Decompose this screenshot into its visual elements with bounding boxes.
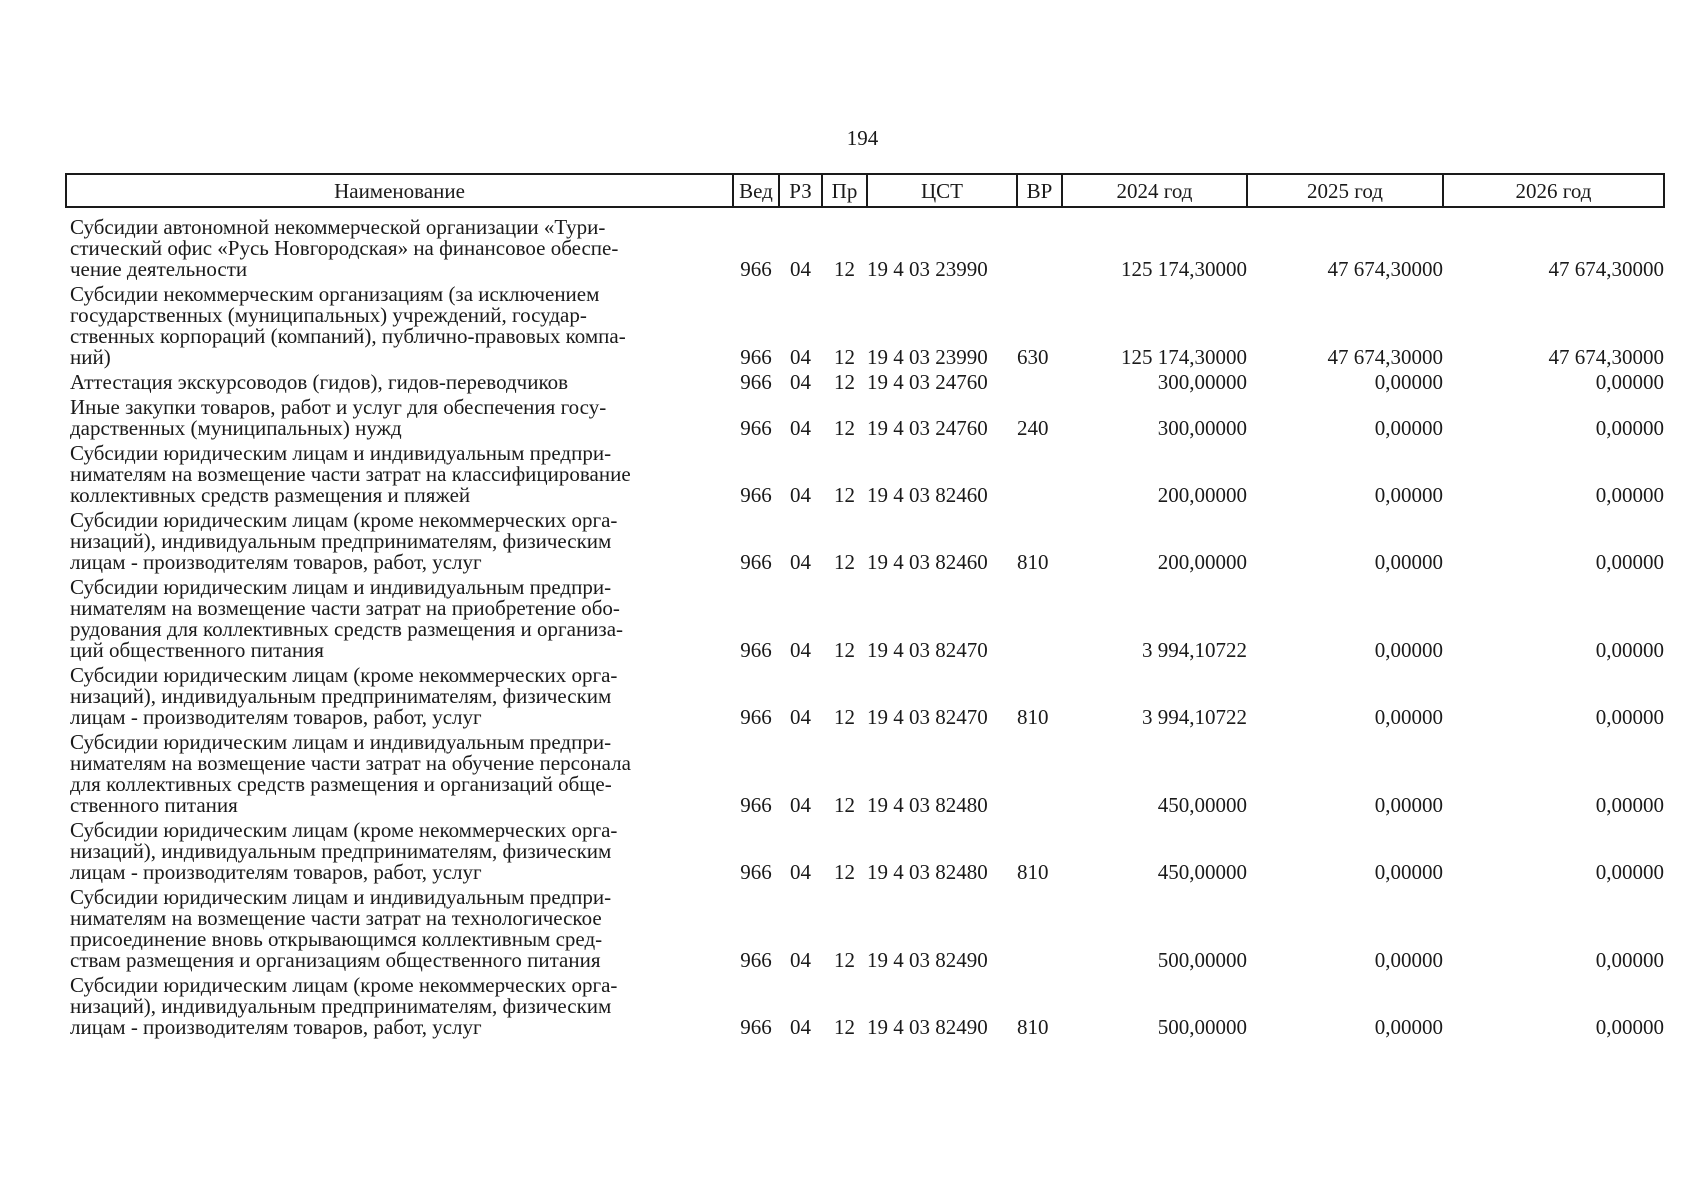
cell-ved: 966 <box>740 1015 772 1039</box>
table-row <box>66 508 1664 575</box>
cell-2024: 500,00000 <box>1157 948 1247 972</box>
cell-pr: 12 <box>834 550 855 574</box>
cell-pr: 12 <box>834 860 855 884</box>
cell-2026: 0,00000 <box>1595 948 1664 972</box>
cell-ved: 966 <box>740 370 772 394</box>
cell-2024: 300,00000 <box>1157 370 1247 394</box>
cell-cst: 19 4 03 82460 <box>867 483 988 507</box>
header-2024: 2024 год <box>1062 174 1247 207</box>
cell-ved: 966 <box>740 860 772 884</box>
page-number: 194 <box>846 126 879 150</box>
cell-cst: 19 4 03 82480 <box>867 860 988 884</box>
name-line: низаций), индивидуальным предпринимателям, физическим <box>70 839 612 863</box>
cell-name <box>66 973 733 1040</box>
cell-2026: 0,00000 <box>1595 550 1664 574</box>
cell-name <box>66 818 733 885</box>
name-line: дарственных (муниципальных) нужд <box>70 416 402 440</box>
table-row <box>66 663 1664 730</box>
name-line: ственного питания <box>70 793 238 817</box>
cell-vr: 810 <box>1017 1015 1049 1039</box>
name-line: государственных (муниципальных) учреждений, государ- <box>70 303 587 327</box>
cell-cst: 19 4 03 82490 <box>867 1015 988 1039</box>
cell-cst: 19 4 03 82460 <box>867 550 988 574</box>
name-line: низаций), индивидуальным предпринимателям, физическим <box>70 684 612 708</box>
cell-2026: 0,00000 <box>1595 1015 1664 1039</box>
cell-2024: 300,00000 <box>1157 416 1247 440</box>
cell-2025: 47 674,30000 <box>1327 257 1443 281</box>
cell-cst: 19 4 03 82470 <box>867 638 988 662</box>
cell-pr: 12 <box>834 638 855 662</box>
cell-pr: 12 <box>834 416 855 440</box>
table-row <box>66 818 1664 885</box>
cell-pr: 12 <box>834 1015 855 1039</box>
name-line: коллективных средств размещения и пляжей <box>70 483 471 507</box>
cell-rz: 04 <box>790 345 811 369</box>
cell-2026: 0,00000 <box>1595 416 1664 440</box>
header-name: Наименование <box>66 174 733 207</box>
cell-cst: 19 4 03 24760 <box>867 370 988 394</box>
cell-2024: 3 994,10722 <box>1142 705 1247 729</box>
cell-2026: 0,00000 <box>1595 483 1664 507</box>
cell-rz: 04 <box>790 483 811 507</box>
cell-vr <box>1017 885 1062 973</box>
cell-2026: 0,00000 <box>1595 793 1664 817</box>
name-line: нимателям на возмещение части затрат на обучение персонала <box>70 751 631 775</box>
header-cst: ЦСТ <box>867 174 1017 207</box>
cell-2024: 200,00000 <box>1157 483 1247 507</box>
header-rz: РЗ <box>779 174 822 207</box>
cell-name <box>66 730 733 818</box>
cell-2025: 0,00000 <box>1374 1015 1443 1039</box>
table-row <box>66 973 1664 1040</box>
cell-pr: 12 <box>834 257 855 281</box>
table-row <box>66 207 1664 282</box>
cell-vr <box>1017 207 1062 282</box>
cell-2024: 450,00000 <box>1157 793 1247 817</box>
cell-2026: 0,00000 <box>1595 860 1664 884</box>
name-line: низаций), индивидуальным предпринимателям, физическим <box>70 529 612 553</box>
cell-name <box>66 663 733 730</box>
name-line: чение деятельности <box>70 257 248 281</box>
name-line: Субсидии юридическим лицам (кроме некоммерческих орга- <box>70 508 618 532</box>
name-line: Субсидии юридическим лицам и индивидуальным предпри- <box>70 441 612 465</box>
cell-vr: 810 <box>1017 860 1049 884</box>
name-line: Субсидии юридическим лицам и индивидуальным предпри- <box>70 575 612 599</box>
cell-ved: 966 <box>740 483 772 507</box>
name-line: нимателям на возмещение части затрат на приобретение обо- <box>70 596 620 620</box>
cell-2024: 125 174,30000 <box>1121 345 1247 369</box>
cell-2026: 0,00000 <box>1595 370 1664 394</box>
cell-rz: 04 <box>790 550 811 574</box>
cell-2025: 47 674,30000 <box>1327 345 1443 369</box>
cell-2025: 0,00000 <box>1374 483 1443 507</box>
cell-2026: 0,00000 <box>1595 638 1664 662</box>
cell-name <box>66 207 733 282</box>
cell-name <box>66 575 733 663</box>
cell-pr: 12 <box>834 793 855 817</box>
cell-pr: 12 <box>834 705 855 729</box>
cell-name <box>66 508 733 575</box>
name-line: Иные закупки товаров, работ и услуг для обеспечения госу- <box>70 395 607 419</box>
name-line: лицам - производителям товаров, работ, услуг <box>70 1015 482 1039</box>
header-ved: Вед <box>733 174 779 207</box>
cell-rz: 04 <box>790 705 811 729</box>
name-line: лицам - производителям товаров, работ, услуг <box>70 705 482 729</box>
cell-2024: 500,00000 <box>1157 1015 1247 1039</box>
cell-2024: 125 174,30000 <box>1121 257 1247 281</box>
cell-cst: 19 4 03 24760 <box>867 416 988 440</box>
name-line: Субсидии юридическим лицам и индивидуальным предпри- <box>70 730 612 754</box>
header-2025: 2025 год <box>1247 174 1443 207</box>
table-row <box>66 575 1664 663</box>
cell-rz: 04 <box>790 257 811 281</box>
cell-2025: 0,00000 <box>1374 370 1443 394</box>
name-line: низаций), индивидуальным предпринимателям, физическим <box>70 994 612 1018</box>
cell-2025: 0,00000 <box>1374 793 1443 817</box>
table-body <box>66 207 1664 1040</box>
cell-ved: 966 <box>740 948 772 972</box>
cell-cst: 19 4 03 23990 <box>867 345 988 369</box>
cell-2024: 450,00000 <box>1157 860 1247 884</box>
cell-2026: 47 674,30000 <box>1548 345 1664 369</box>
cell-vr: 810 <box>1017 550 1049 574</box>
cell-rz: 04 <box>790 370 811 394</box>
cell-rz: 04 <box>790 416 811 440</box>
cell-rz: 04 <box>790 1015 811 1039</box>
cell-ved: 966 <box>740 257 772 281</box>
cell-2026: 0,00000 <box>1595 705 1664 729</box>
header-row <box>66 174 1664 207</box>
cell-ved: 966 <box>740 416 772 440</box>
cell-vr <box>1017 441 1062 508</box>
name-line: Аттестация экскурсоводов (гидов), гидов-переводчиков <box>70 370 569 394</box>
cell-name <box>66 395 733 441</box>
name-line: для коллективных средств размещения и организаций обще- <box>70 772 612 796</box>
name-line: Субсидии юридическим лицам (кроме некоммерческих орга- <box>70 973 618 997</box>
name-line: ций общественного питания <box>70 638 324 662</box>
cell-2025: 0,00000 <box>1374 948 1443 972</box>
cell-ved: 966 <box>740 345 772 369</box>
header-vr: ВР <box>1017 174 1062 207</box>
name-line: рудования для коллективных средств размещения и организа- <box>70 617 624 641</box>
cell-name <box>66 885 733 973</box>
name-line: нимателям на возмещение части затрат на классифицирование <box>70 462 631 486</box>
name-line: Субсидии юридическим лицам (кроме некоммерческих орга- <box>70 818 618 842</box>
table-row <box>66 441 1664 508</box>
table-header <box>66 174 1664 207</box>
cell-2026: 47 674,30000 <box>1548 257 1664 281</box>
name-line: Субсидии юридическим лицам (кроме некоммерческих орга- <box>70 663 618 687</box>
cell-vr: 810 <box>1017 705 1049 729</box>
cell-name <box>66 441 733 508</box>
cell-name <box>66 282 733 370</box>
name-line: Субсидии юридическим лицам и индивидуальным предпри- <box>70 885 612 909</box>
cell-vr <box>1017 370 1062 395</box>
name-line: присоединение вновь открывающимся коллективным сред- <box>70 927 603 951</box>
cell-vr <box>1017 730 1062 818</box>
cell-pr: 12 <box>834 345 855 369</box>
cell-pr: 12 <box>834 370 855 394</box>
cell-rz: 04 <box>790 638 811 662</box>
name-line: нимателям на возмещение части затрат на технологическое <box>70 906 602 930</box>
cell-vr <box>1017 575 1062 663</box>
cell-ved: 966 <box>740 550 772 574</box>
cell-name <box>66 370 733 395</box>
cell-cst: 19 4 03 82480 <box>867 793 988 817</box>
header-2026: 2026 год <box>1443 174 1664 207</box>
cell-ved: 966 <box>740 638 772 662</box>
cell-2024: 3 994,10722 <box>1142 638 1247 662</box>
cell-cst: 19 4 03 82490 <box>867 948 988 972</box>
name-line: стический офис «Русь Новгородская» на финансовое обеспе- <box>70 236 619 260</box>
cell-ved: 966 <box>740 705 772 729</box>
name-line: ственных корпораций (компаний), публично-правовых компа- <box>70 324 626 348</box>
name-line: ний) <box>70 345 111 369</box>
table-row <box>66 395 1664 441</box>
table-row <box>66 370 1664 395</box>
table-row <box>66 885 1664 973</box>
cell-2025: 0,00000 <box>1374 638 1443 662</box>
cell-rz: 04 <box>790 948 811 972</box>
name-line: Субсидии некоммерческим организациям (за исключением <box>70 282 600 306</box>
cell-cst: 19 4 03 82470 <box>867 705 988 729</box>
cell-2025: 0,00000 <box>1374 550 1443 574</box>
cell-ved: 966 <box>740 793 772 817</box>
cell-rz: 04 <box>790 860 811 884</box>
name-line: лицам - производителям товаров, работ, услуг <box>70 860 482 884</box>
table-row <box>66 730 1664 818</box>
cell-2025: 0,00000 <box>1374 860 1443 884</box>
cell-vr: 240 <box>1017 416 1049 440</box>
cell-pr: 12 <box>834 948 855 972</box>
cell-2025: 0,00000 <box>1374 705 1443 729</box>
budget-table <box>65 173 1665 1040</box>
table-row <box>66 282 1664 370</box>
name-line: Субсидии автономной некоммерческой организации «Тури- <box>70 215 606 239</box>
cell-vr: 630 <box>1017 345 1049 369</box>
cell-pr: 12 <box>834 483 855 507</box>
cell-cst: 19 4 03 23990 <box>867 257 988 281</box>
cell-rz: 04 <box>790 793 811 817</box>
cell-2024: 200,00000 <box>1157 550 1247 574</box>
header-pr: Пр <box>822 174 867 207</box>
name-line: ствам размещения и организациям общественного питания <box>70 948 601 972</box>
name-line: лицам - производителям товаров, работ, услуг <box>70 550 482 574</box>
cell-2025: 0,00000 <box>1374 416 1443 440</box>
